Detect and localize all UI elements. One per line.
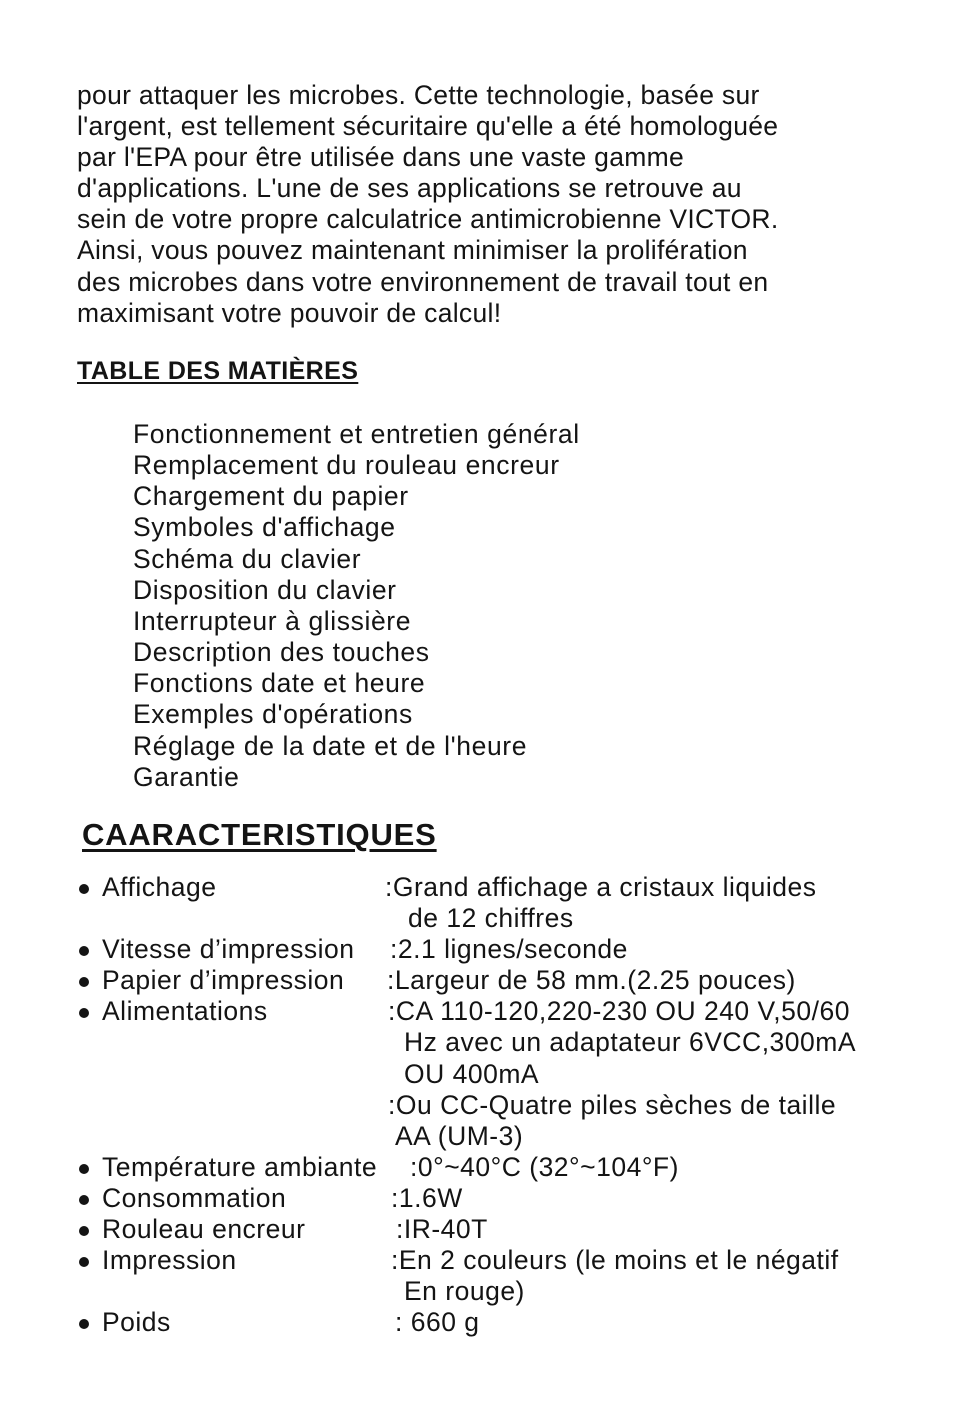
toc-item: Disposition du clavier — [133, 574, 397, 605]
spec-label: Papier d’impression — [102, 965, 345, 996]
intro-line: l'argent, est tellement sécuritaire qu'elle a été homologuée — [77, 111, 779, 142]
intro-line: maximisant votre pouvoir de calcul! — [77, 297, 502, 328]
spec-label: Rouleau encreur — [102, 1214, 306, 1245]
specs-heading: CAARACTERISTIQUES — [82, 817, 437, 852]
toc-item: Remplacement du rouleau encreur — [133, 450, 560, 481]
spec-row-temperature — [0, 1152, 954, 1183]
spec-value: :Grand affichage a cristaux liquides — [385, 872, 817, 902]
spec-value: de 12 chiffres — [408, 903, 574, 934]
spec-row-printing — [0, 1245, 954, 1276]
bullet-icon — [79, 946, 89, 956]
spec-value: OU 400mA — [404, 1058, 540, 1089]
spec-row-power — [0, 996, 954, 1027]
spec-row-ink-roller — [0, 1214, 954, 1245]
intro-line: d'applications. L'une de ses applications se retrouve au — [77, 173, 742, 204]
intro-line: par l'EPA pour être utilisée dans une vaste gamme — [77, 142, 685, 173]
spec-label: Consommation — [102, 1182, 287, 1213]
spec-label: Vitesse d’impression — [102, 934, 355, 965]
spec-row-weight — [0, 1307, 954, 1338]
toc-list — [133, 419, 580, 793]
intro-paragraph — [77, 80, 917, 329]
toc-item: Exemples d'opérations — [133, 699, 413, 730]
toc-item: Garantie — [133, 761, 240, 792]
spec-row-continuation — [0, 903, 954, 934]
spec-value: Hz avec un adaptateur 6VCC,300mA — [404, 1027, 857, 1058]
spec-value: :CA 110-120,220-230 OU 240 V,50/60 — [388, 996, 850, 1027]
bullet-icon — [79, 884, 89, 894]
spec-label: Impression — [102, 1245, 237, 1276]
toc-item: Fonctionnement et entretien général — [133, 419, 580, 449]
bullet-icon — [79, 977, 89, 987]
spec-row-continuation — [0, 1027, 954, 1058]
spec-label: Affichage — [102, 872, 217, 902]
bullet-icon — [79, 1008, 89, 1018]
bullet-icon — [79, 1195, 89, 1205]
spec-value: :IR-40T — [396, 1214, 488, 1245]
toc-heading: TABLE DES MATIÈRES — [77, 357, 359, 385]
toc-item: Fonctions date et heure — [133, 668, 426, 699]
spec-value: :2.1 lignes/seconde — [390, 934, 628, 965]
spec-row-speed — [0, 934, 954, 965]
spec-row-continuation — [0, 1121, 954, 1152]
spec-value: : 660 g — [395, 1307, 480, 1338]
toc-item: Chargement du papier — [133, 481, 409, 512]
spec-row-paper — [0, 965, 954, 996]
spec-value: :En 2 couleurs (le moins et le négatif — [391, 1245, 839, 1276]
spec-row-display — [0, 872, 954, 903]
specs-list — [0, 872, 954, 1338]
spec-row-continuation — [0, 1090, 954, 1121]
spec-row-continuation — [0, 1059, 954, 1090]
intro-line: des microbes dans votre environnement de travail tout en — [77, 266, 769, 297]
bullet-icon — [79, 1257, 89, 1267]
spec-value: AA (UM-3) — [395, 1120, 524, 1151]
spec-value: En rouge) — [404, 1276, 525, 1307]
spec-label: Alimentations — [102, 996, 268, 1027]
spec-label: Température ambiante — [102, 1151, 378, 1182]
spec-label: Poids — [102, 1307, 171, 1338]
spec-row-continuation — [0, 1276, 954, 1307]
bullet-icon — [79, 1226, 89, 1236]
intro-line: Ainsi, vous pouvez maintenant minimiser la prolifération — [77, 235, 748, 266]
spec-row-consumption — [0, 1183, 954, 1214]
toc-item: Symboles d'affichage — [133, 512, 396, 543]
spec-value: :Largeur de 58 mm.(2.25 pouces) — [387, 965, 796, 996]
spec-value: :Ou CC-Quatre piles sèches de taille — [388, 1089, 837, 1120]
toc-item: Schéma du clavier — [133, 543, 362, 574]
spec-value: :1.6W — [391, 1182, 463, 1213]
bullet-icon — [79, 1164, 89, 1174]
intro-line: sein de votre propre calculatrice antimicrobienne VICTOR. — [77, 204, 779, 235]
toc-item: Réglage de la date et de l'heure — [133, 730, 528, 761]
bullet-icon — [79, 1319, 89, 1329]
spec-value: :0°~40°C (32°~104°F) — [410, 1151, 679, 1182]
toc-item: Interrupteur à glissière — [133, 605, 412, 636]
intro-line: pour attaquer les microbes. Cette technologie, basée sur — [77, 80, 760, 110]
toc-item: Description des touches — [133, 637, 430, 668]
